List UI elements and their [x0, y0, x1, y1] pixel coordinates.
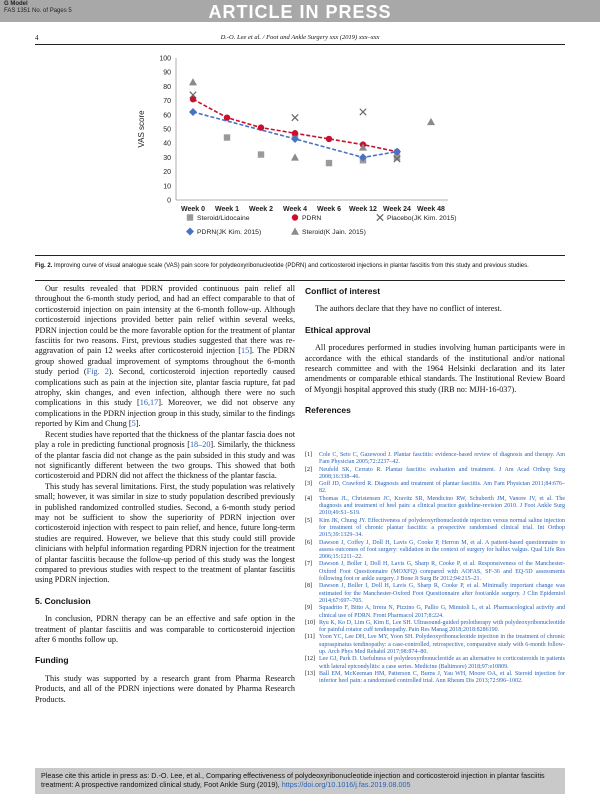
data-point — [258, 151, 264, 157]
reference-item — [305, 634, 565, 656]
reference-item — [305, 561, 565, 583]
reference-item — [305, 605, 565, 620]
reference-item — [305, 467, 565, 482]
data-point — [291, 153, 299, 160]
paragraph-ethics: All procedures performed in studies involving human participants were in accordance with the ethical standards of the institutional and/or national research committee and with the 1964 Helsinki declaration and its later amendments or comparable ethical standards. The Institutional Review Board of Myongji hospital approved this study (IRB no: MJH-16-037). — [305, 343, 565, 394]
header-bar — [0, 0, 600, 22]
legend-marker — [186, 228, 194, 236]
left-column — [35, 284, 295, 705]
data-point — [224, 114, 230, 120]
data-point — [189, 108, 197, 116]
heading-conflict: Conflict of interest — [305, 286, 381, 296]
reference-number: [3] — [305, 481, 312, 488]
y-tick-label: 10 — [163, 183, 171, 191]
legend-marker — [187, 214, 193, 220]
paragraph-conclusion: In conclusion, PDRN therapy can be an effective and safe option in the treatment of plantar fasciitis and was comparable to corticosteroid injection after 6 months follow up. — [35, 614, 295, 644]
legend-label: Steroid/Lidocaine — [197, 215, 250, 222]
x-tick-label: Week 6 — [317, 206, 341, 213]
reference-link[interactable]: Neufeld SK, Cerrato R. Plantar fasciitis: evaluation and treatment. J Am Acad Orthop Surg 2008;16:338–46. — [319, 466, 565, 480]
figure-top-rule — [35, 255, 565, 256]
reference-link[interactable]: Kim JK, Chung JY. Effectiveness of polydeoxyribonucleotide injection versus normal saline injection for treatment of chronic plantar fasciitis: a prospective randomised clinical trial. Int Orthop 2015;39:1329–34. — [319, 517, 565, 539]
citation-text: Please cite this article in press as: D.-O. Lee, et al., Comparing effectiveness of polydeoxyribonucleotide injection and corticosteroid injection in plantar fasciitis treatment: A prospective randomized clinical study, Foot Ankle Surg (2019), — [41, 771, 545, 789]
ref-link-15[interactable]: 15 — [241, 346, 250, 356]
text-run: Recent studies have reported that the thickness of the plantar fascia does not play a role in predicting functional prognosis [ — [35, 429, 295, 450]
data-point — [427, 118, 435, 125]
text-run: Our results revealed that PDRN provided continuous pain relief all throughout the 6-month study period, and had an effect comparable to that of corticosteroid injection on pain intensity at the 6-month follow-up. Although corticosteroid injections provided better pain relief within several weeks, PDRN injection could be the more favorable option for the treatment of plantar fasciitis for two reasons. First, previous studies suggested that there was re-aggravation of pain 12 weeks after corticosteroid injection [ — [35, 284, 295, 356]
ref-link-5[interactable]: 5 — [131, 419, 136, 429]
legend-label: PDRN(JK Kim. 2015) — [197, 229, 262, 236]
text-run: ). Second, corticosteroid injection reportedly caused complications such as pain at the injection site, plantar fascia rupture, fat pad atrophy, skin changes, and even infection, although there were no such complications in this study [ — [35, 367, 295, 408]
y-tick-label: 90 — [163, 69, 171, 77]
ref-link-16-17[interactable]: 16,17 — [139, 398, 159, 408]
reference-item — [305, 620, 565, 635]
trend-line-pdrn — [193, 99, 397, 152]
reference-item — [305, 656, 565, 671]
ref-link-18-20[interactable]: 18–20 — [189, 440, 211, 450]
reference-link[interactable]: Lee GJ, Park D. Usefulness of polydeoxyribonucleotide as an alternative to corticosteroids in patients with lateral epicondylitis: a case series. Medicine (Baltimore) 2018;97:e10809. — [319, 656, 565, 670]
reference-number: [4] — [305, 495, 312, 502]
data-point — [258, 124, 264, 130]
text-run: ]. — [135, 419, 141, 429]
manuscript-label: FAS 1351 No. of Pages 5 — [4, 8, 72, 14]
legend-label: Steroid(K Jain. 2015) — [302, 229, 366, 236]
reference-number: [9] — [305, 605, 312, 612]
y-tick-label: 20 — [163, 169, 171, 177]
data-point — [326, 136, 332, 142]
reference-item — [305, 496, 565, 518]
reference-link[interactable]: Ball EM, McKeeman HM, Patterson C, Burns J, Yau WH, Moore OA, et al. Steroid injection for inferior heel pain: a randomised controlled trial. Ann Rheum Dis 2013;72:996–1002. — [319, 670, 565, 685]
y-tick-label: 0 — [167, 197, 171, 205]
reference-item — [305, 452, 565, 467]
reference-number: [1] — [305, 452, 312, 458]
text-run: ]. Similarly, the thickness of the plantar fascia did not change as the pain subsided in this study and was not significantly different between the two groups. This showed that both corticosteroid and PDRN did not affect the thickness of the plantar fascia. — [35, 440, 295, 481]
figure-caption — [35, 262, 565, 270]
reference-number: [5] — [305, 517, 312, 524]
reference-link[interactable]: Ryu K, Ko D, Lim G, Kim E, Lee SH. Ultrasound-guided prolotherapy with polydeoxyribonucleotide for painful rotator cuff tendinopathy. Pain Res Manag 2018;2018:8286190. — [319, 619, 565, 634]
x-tick-label: Week 0 — [181, 206, 205, 213]
x-tick-label: Week 24 — [383, 206, 411, 213]
reference-number: [8] — [305, 583, 312, 590]
y-tick-label: 60 — [163, 112, 171, 120]
paragraph-thickness — [35, 430, 295, 482]
y-tick-label: 70 — [163, 98, 171, 106]
x-tick-label: Week 12 — [349, 206, 377, 213]
vas-chart — [130, 50, 470, 250]
reference-link[interactable]: Cole C, Seto C, Gazewood J. Plantar fasciitis: evidence-based review of diagnosis and therapy. Am Fam Physician 2005;72:2237–42. — [319, 452, 565, 466]
reference-item — [305, 540, 565, 562]
reference-item — [305, 583, 565, 605]
header-rule — [35, 44, 565, 45]
data-point — [360, 109, 366, 115]
reference-link[interactable]: Yoon YC, Lee DH, Lee MY, Yoon SH. Polydeoxyribonucleotide injection in the treatment of chronic supraspinatus tendinopathy: a case-controlled, retrospective, comparative study with 6-month follow-up. Arch Phys Med Rehabil 2017;98:874–80. — [319, 634, 565, 656]
text-run: ]. The PDRN group showed gradual improvement of symptoms throughout the 6-month study period ( — [35, 346, 295, 377]
data-point — [326, 160, 332, 166]
paragraph-funding: This study was supported by a research grant from Pharma Research Products, and all of the PDRN injections were donated by Pharma Research Products. — [35, 673, 295, 704]
reference-link[interactable]: Dawson J, Boller I, Doll H, Lavis G, Sharp R, Cooke P, et al. Responsiveness of the Manchester-Oxford Foot Questionnaire (MOXFQ) compared with AOFAS, SF-36 and EQ-5D assessments following foot or ankle surgery. J Bone Jt Surg Br 2012;94:215–21. — [319, 561, 565, 583]
legend-label: Placebo(JK Kim. 2015) — [387, 215, 457, 222]
paragraph-limitations: This study has several limitations. First, the study population was relatively small; however, it was similar in size to study population described previously in published randomized controlled studies. Second, a 6-month study period may not be sufficient to show the superiority of PDRN injection over corticosteroid injection with respect to pain relief, and hence, future long-term studies are required. However, we believe that this study could still provide clinicians with helpful information regarding PDRN injection for the treatment of plantar fasciitis because the follow-up period of this study was the longest compared to previous studies with respect to the treatment of plantar fasciitis using PDRN injection. — [35, 481, 295, 585]
right-column — [305, 286, 565, 416]
reference-list — [305, 452, 565, 686]
reference-item — [305, 481, 565, 496]
y-tick-label: 50 — [163, 126, 171, 134]
y-tick-label: 30 — [163, 154, 171, 162]
reference-link[interactable]: Thomas JL, Christensen JC, Kravitz SR, Mendicino RW, Schuberth JM, Vanore JV, et al. The diagnosis and treatment of heel pain: a clinical practice guideline-revision 2010. J Foot Ankle Surg 2010;49:S1–S19. — [319, 495, 565, 517]
legend-marker — [377, 214, 383, 220]
doi-link[interactable]: https://doi.org/10.1016/j.fas.2019.08.005 — [281, 780, 411, 789]
reference-link[interactable]: Dawson J, Coffey J, Doll H, Lavis G, Cooke P, Herron M, et al. A patient-based questionnaire to assess outcomes of foot surgery: validation in the context of surgery for hallux valgus. Qual Life Res 2006;15:1211–22. — [319, 539, 565, 561]
citation-footer — [35, 768, 565, 794]
y-tick-label: 80 — [163, 83, 171, 91]
reference-item — [305, 518, 565, 540]
reference-item — [305, 671, 565, 686]
model-label: G Model — [4, 1, 28, 7]
reference-number: [7] — [305, 561, 312, 568]
running-head: D.-O. Lee et al. / Foot and Ankle Surgery xxx (2019) xxx–xxx — [220, 34, 380, 41]
paragraph-conflict: The authors declare that they have no conflict of interest. — [315, 304, 502, 314]
legend-label: PDRN — [302, 215, 322, 222]
legend-marker — [291, 228, 299, 235]
caption-text: Improving curve of visual analogue scale (VAS) pain score for polydeoxyribonucleotide (PDRN) and corticosteroid injections in plantar fasciitis from this study and previous studies. — [54, 263, 529, 269]
reference-number: [10] — [305, 619, 315, 626]
reference-link[interactable]: Goff JD, Crawford R. Diagnosis and treatment of plantar fasciitis. Am Fam Physician 2011;84:676–82. — [319, 481, 565, 495]
article-in-press-banner: ARTICLE IN PRESS — [208, 2, 392, 22]
reference-link[interactable]: Squadrito F, Bitto A, Irrera N, Pizzino G, Pallio G, Minutoli L, et al. Pharmacological activity and clinical use of PDRN. Front Pharmacol 2017;8:224. — [319, 605, 565, 619]
y-tick-label: 100 — [159, 55, 171, 63]
x-tick-label: Week 2 — [249, 206, 273, 213]
x-tick-label: Week 1 — [215, 206, 239, 213]
fig-link-2[interactable]: Fig. 2 — [86, 367, 109, 377]
heading-references: References — [305, 405, 351, 416]
reference-number: [12] — [305, 656, 315, 663]
reference-link[interactable]: Dawson J, Boller I, Doll H, Lavis G, Sharp R, Cooke P, et al. Minimally important change was estimated for the Manchester-Oxford Foot Questionnaire after foot/ankle surgery. J Clin Epidemiol 2014;67:697–705. — [319, 583, 565, 604]
legend-marker — [292, 214, 298, 220]
figure-bottom-rule — [35, 280, 565, 281]
data-point — [224, 134, 230, 140]
data-point — [189, 78, 197, 85]
y-axis-label: VAS score — [137, 110, 146, 148]
caption-label: Fig. 2. — [35, 263, 53, 269]
text-run: ]. Moreover, we did not observe any complications in the PDRN injection group in this study, similar to the findings reported by Kim and Chung [ — [35, 398, 295, 429]
data-point — [292, 114, 298, 120]
heading-funding: Funding — [35, 655, 69, 666]
heading-ethics: Ethical approval — [305, 324, 371, 335]
reference-number: [2] — [305, 466, 312, 473]
reference-number: [11] — [305, 634, 315, 641]
x-tick-label: Week 4 — [283, 206, 307, 213]
y-tick-label: 40 — [163, 140, 171, 148]
x-tick-label: Week 48 — [417, 206, 445, 213]
page-number: 4 — [35, 34, 39, 42]
reference-number: [13] — [305, 670, 315, 677]
heading-conclusion: 5. Conclusion — [35, 595, 91, 606]
paragraph-results — [35, 284, 295, 430]
reference-number: [6] — [305, 539, 312, 546]
